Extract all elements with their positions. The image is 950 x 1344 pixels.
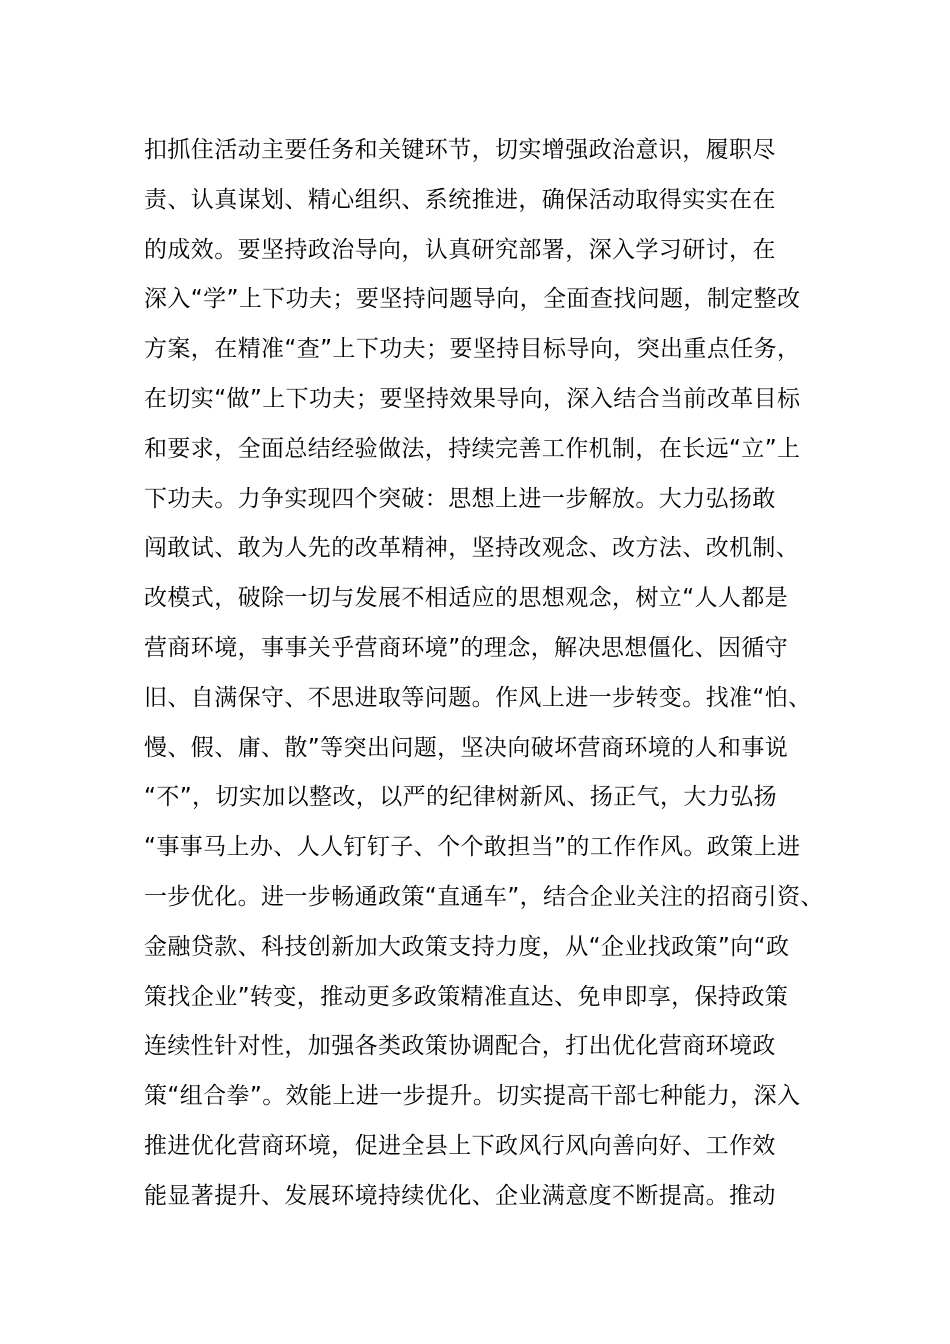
text-line-13: 慢、假、庸、散”等突出问题，坚决向破坏营商环境的人和事说	[144, 734, 789, 761]
text-line-4: 深入“学”上下功夫；要坚持问题导向，全面查找问题，制定整改	[144, 286, 801, 313]
text-line-3: 的成效。要坚持政治导向，认真研究部署，深入学习研讨，在	[144, 236, 776, 263]
text-line-2: 责、认真谋划、精心组织、系统推进，确保活动取得实实在在	[144, 186, 776, 213]
text-line-10: 改模式，破除一切与发展不相适应的思想观念，树立“人人都是	[144, 585, 789, 612]
text-line-22: 能显著提升、发展环境持续优化、企业满意度不断提高。推动	[144, 1182, 776, 1209]
text-line-16: 一步优化。进一步畅通政策“直通车”，结合企业关注的招商引资、	[144, 883, 824, 910]
text-line-17: 金融贷款、科技创新加大政策支持力度，从“企业找政策”向“政	[144, 933, 790, 960]
text-line-20: 策“组合拳”。效能上进一步提升。切实提高干部七种能力，深入	[144, 1083, 801, 1110]
text-line-15: “事事马上办、人人钉钉子、个个敢担当”的工作作风。政策上进	[144, 834, 801, 861]
text-line-14: “不”，切实加以整改，以严的纪律树新风、扬正气，大力弘扬	[144, 784, 778, 811]
text-line-7: 和要求，全面总结经验做法，持续完善工作机制，在长远“立”上	[144, 435, 801, 462]
text-line-9: 闯敢试、敢为人先的改革精神，坚持改观念、改方法、改机制、	[144, 535, 800, 562]
body-text	[144, 126, 844, 1222]
text-line-8: 下功夫。力争实现四个突破：思想上进一步解放。大力弘扬敢	[144, 485, 776, 512]
text-line-21: 推进优化营商环境，促进全县上下政风行风向善向好、工作效	[144, 1132, 776, 1159]
text-line-12: 旧、自满保守、不思进取等问题。作风上进一步转变。找准“怕、	[144, 684, 812, 711]
text-line-6: 在切实“做”上下功夫；要坚持效果导向，深入结合当前改革目标	[144, 385, 801, 412]
text-line-11: 营商环境，事事关乎营商环境”的理念，解决思想僵化、因循守	[144, 634, 789, 661]
text-line-19: 连续性针对性，加强各类政策协调配合，打出优化营商环境政	[144, 1033, 776, 1060]
text-line-1: 扣抓住活动主要任务和关键环节，切实增强政治意识，履职尽	[144, 137, 776, 163]
text-line-5: 方案，在精准“查”上下功夫；要坚持目标导向，突出重点任务，	[144, 336, 801, 363]
text-line-18: 策找企业”转变，推动更多政策精准直达、免申即享，保持政策	[144, 983, 789, 1010]
